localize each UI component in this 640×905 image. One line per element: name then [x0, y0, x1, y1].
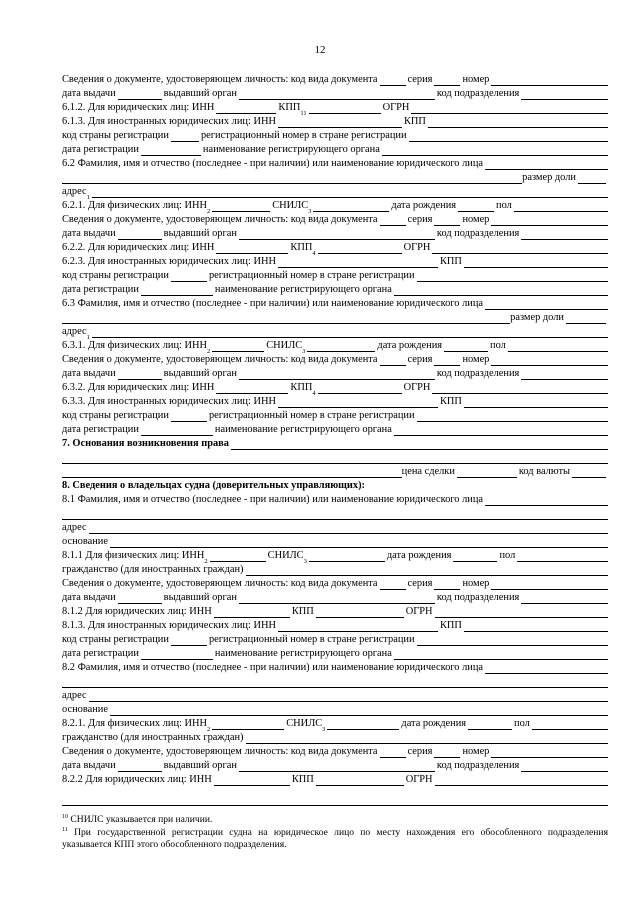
- line-text: КПП: [439, 256, 462, 267]
- field-blank[interactable]: [453, 551, 497, 562]
- field-blank[interactable]: [428, 117, 608, 128]
- field-blank[interactable]: [409, 131, 608, 142]
- line-text: выдавший орган: [163, 228, 237, 239]
- line-text: ОГРН: [403, 382, 431, 393]
- field-blank[interactable]: [521, 369, 608, 380]
- line-text: код страны регистрации: [62, 410, 169, 421]
- field-blank[interactable]: [508, 341, 608, 352]
- form-line: [62, 773, 608, 786]
- form-line: 8.2.1. Для физических лиц: ИНН 2 СНИЛС 3 дата рождения пол: [62, 717, 608, 730]
- line-text: код страны регистрации: [62, 634, 169, 645]
- line-text: КПП: [291, 774, 314, 785]
- form-line: [62, 465, 608, 478]
- line-text: 8.2.1. Для физических лиц: ИНН: [62, 718, 207, 729]
- line-text: КПП: [439, 396, 462, 407]
- section-7-line: [62, 437, 608, 450]
- line-text: Сведения о документе, удостоверяющем личность: код вида документа: [62, 354, 378, 365]
- form-line: [62, 745, 608, 758]
- line-text: 6.3.1. Для физических лиц: ИНН: [62, 340, 207, 351]
- line-text: КПП: [439, 620, 462, 631]
- field-blank[interactable]: [212, 341, 264, 352]
- form-line: [62, 395, 608, 408]
- footnote-number: 11: [62, 827, 68, 833]
- line-text: 8.1.2 Для юридических лиц: ИНН: [62, 606, 212, 617]
- field-blank[interactable]: [485, 299, 608, 310]
- form-line: [62, 87, 608, 100]
- line-text: код подразделения: [436, 88, 520, 99]
- line-text: дата рождения: [391, 200, 457, 211]
- field-blank[interactable]: [380, 579, 406, 590]
- section-heading: 8. Сведения о владельцах судна (доверительных управляющих):: [62, 480, 366, 491]
- line-text: серия: [407, 746, 433, 757]
- field-blank[interactable]: [214, 607, 290, 618]
- line-text: гражданство (для иностранных граждан): [62, 564, 244, 575]
- line-text: дата выдачи: [62, 228, 116, 239]
- field-blank[interactable]: [118, 593, 162, 604]
- field-blank[interactable]: [278, 621, 438, 632]
- field-blank[interactable]: [214, 775, 290, 786]
- footnote-text: При государственной регистрации судна на юридическое лицо по месту нахождения его обособленного подразделения указывается КПП этого обособленного подразделения.: [62, 827, 608, 850]
- line-text: серия: [407, 354, 433, 365]
- field-blank[interactable]: [327, 719, 399, 730]
- line-text: дата регистрации: [62, 144, 139, 155]
- form-line: [62, 423, 608, 436]
- form-line: [62, 507, 608, 520]
- section-8-line: [62, 479, 608, 492]
- form-line: [62, 619, 608, 632]
- field-blank[interactable]: [171, 131, 199, 142]
- field-blank[interactable]: [434, 747, 460, 758]
- field-blank[interactable]: [318, 243, 402, 254]
- form-line: [62, 675, 608, 688]
- form-line: адрес 1: [62, 185, 608, 198]
- line-text: пол: [490, 340, 506, 351]
- line-text: СНИЛС: [272, 200, 309, 211]
- line-text: серия: [407, 74, 433, 85]
- field-blank[interactable]: [432, 383, 608, 394]
- field-blank[interactable]: [118, 369, 162, 380]
- form-line: 6.1.2. Для юридических лиц: ИНН КПП 11 ОГРН: [62, 101, 608, 114]
- line-text: дата рождения: [386, 550, 452, 561]
- line-text: пол: [499, 550, 516, 561]
- field-blank[interactable]: [246, 565, 608, 576]
- field-blank[interactable]: [171, 271, 207, 282]
- line-text: 6.1.2. Для юридических лиц: ИНН: [62, 102, 215, 113]
- form-line: [62, 143, 608, 156]
- field-blank[interactable]: [212, 201, 270, 212]
- line-text: регистрационный номер в стране регистрации: [208, 410, 415, 421]
- form-line: [62, 521, 608, 534]
- form-line: 6.3.2. Для юридических лиц: ИНН КПП 4 ОГРН: [62, 381, 608, 394]
- form-line: [62, 269, 608, 282]
- field-blank[interactable]: [485, 159, 608, 170]
- field-blank[interactable]: [458, 201, 494, 212]
- field-blank[interactable]: [62, 313, 510, 324]
- line-text: код подразделения: [436, 228, 520, 239]
- field-blank[interactable]: [411, 103, 608, 114]
- line-text: наименование регистрирующего органа: [214, 424, 392, 435]
- form-line: 6.2.2. Для юридических лиц: ИНН КПП 4 ОГРН: [62, 241, 608, 254]
- field-blank[interactable]: [464, 621, 608, 632]
- field-blank[interactable]: [464, 397, 608, 408]
- form-line: [62, 73, 608, 86]
- field-blank[interactable]: [566, 313, 606, 324]
- line-text: КПП: [290, 382, 313, 393]
- field-blank[interactable]: [318, 383, 402, 394]
- field-blank[interactable]: [110, 537, 608, 548]
- field-blank[interactable]: [435, 607, 608, 618]
- line-text: дата рождения: [401, 718, 467, 729]
- line-text: дата выдачи: [62, 368, 116, 379]
- line-text: регистрационный номер в стране регистрации: [208, 270, 415, 281]
- field-blank[interactable]: [468, 719, 512, 730]
- form-line: [62, 451, 608, 464]
- line-text: 6.2.2. Для юридических лиц: ИНН: [62, 242, 215, 253]
- field-blank[interactable]: [171, 635, 207, 646]
- form-line: [62, 157, 608, 170]
- line-text: 6.3 Фамилия, имя и отчество (последнее - при наличии) или наименование юридического лица: [62, 298, 484, 309]
- field-blank[interactable]: [380, 75, 406, 86]
- field-blank[interactable]: [434, 579, 460, 590]
- field-blank[interactable]: [246, 733, 608, 744]
- field-blank[interactable]: [434, 355, 460, 366]
- line-text: адрес: [62, 690, 87, 701]
- field-blank[interactable]: [491, 579, 608, 590]
- form-line: адрес 1: [62, 325, 608, 338]
- field-blank[interactable]: [118, 761, 162, 772]
- line-text: цена сделки: [401, 466, 455, 477]
- field-blank[interactable]: [141, 649, 213, 660]
- line-text: номер: [462, 214, 490, 225]
- line-text: код страны регистрации: [62, 130, 169, 141]
- line-text: Сведения о документе, удостоверяющем личность: код вида документа: [62, 74, 378, 85]
- field-blank[interactable]: [514, 201, 608, 212]
- form-line: [62, 577, 608, 590]
- footnote-text: СНИЛС указывается при наличии.: [70, 814, 213, 825]
- field-blank[interactable]: [89, 523, 608, 534]
- line-text: серия: [407, 214, 433, 225]
- field-blank[interactable]: [380, 355, 406, 366]
- form-line: [62, 297, 608, 310]
- field-blank[interactable]: [532, 719, 608, 730]
- line-text: дата выдачи: [62, 760, 116, 771]
- field-blank[interactable]: [578, 173, 606, 184]
- line-text: СНИЛС: [286, 718, 323, 729]
- field-blank[interactable]: [521, 89, 608, 100]
- field-blank[interactable]: [278, 117, 402, 128]
- line-text: 6.1.3. Для иностранных юридических лиц: ИНН: [62, 116, 276, 127]
- line-text: код подразделения: [436, 760, 520, 771]
- field-blank[interactable]: [141, 425, 213, 436]
- line-text: 6.3.2. Для юридических лиц: ИНН: [62, 382, 215, 393]
- form-line: 6.3.1. Для физических лиц: ИНН 2 СНИЛС 3 дата рождения пол: [62, 339, 608, 352]
- line-text: ОГРН: [405, 606, 433, 617]
- line-text: ОГРН: [403, 242, 431, 253]
- field-blank[interactable]: [92, 327, 608, 338]
- line-text: регистрационный номер в стране регистрации: [208, 634, 415, 645]
- field-blank[interactable]: [434, 215, 460, 226]
- field-blank[interactable]: [278, 257, 438, 268]
- field-blank[interactable]: [380, 747, 406, 758]
- field-blank[interactable]: [110, 705, 608, 716]
- line-text: размер доли: [522, 172, 576, 183]
- line-text: наименование регистрирующего органа: [214, 284, 392, 295]
- field-blank[interactable]: [216, 103, 276, 114]
- form-line: [62, 283, 608, 296]
- line-text: выдавший орган: [163, 760, 237, 771]
- field-blank[interactable]: [216, 243, 288, 254]
- form-line: [62, 689, 608, 702]
- field-blank[interactable]: [394, 649, 608, 660]
- form-line: [62, 563, 608, 576]
- field-blank[interactable]: [521, 229, 608, 240]
- form-line: [62, 535, 608, 548]
- field-blank[interactable]: [485, 663, 608, 674]
- line-text: основание: [62, 536, 108, 547]
- field-blank[interactable]: [380, 215, 406, 226]
- field-blank[interactable]: [491, 355, 608, 366]
- field-blank[interactable]: [239, 761, 435, 772]
- form-line: [62, 703, 608, 716]
- form-line: [62, 129, 608, 142]
- line-text: код подразделения: [436, 592, 520, 603]
- field-blank[interactable]: [118, 89, 162, 100]
- line-text: основание: [62, 704, 108, 715]
- field-blank[interactable]: [491, 215, 608, 226]
- line-text: дата регистрации: [62, 648, 139, 659]
- field-blank[interactable]: [309, 103, 381, 114]
- line-text: КПП: [403, 116, 426, 127]
- line-text: 8.1.3. Для иностранных юридических лиц: ИНН: [62, 620, 276, 631]
- field-blank[interactable]: [491, 747, 608, 758]
- field-blank[interactable]: [394, 425, 608, 436]
- field-blank[interactable]: [572, 467, 606, 478]
- form-line: [62, 353, 608, 366]
- field-blank[interactable]: [307, 341, 375, 352]
- form-line: [62, 493, 608, 506]
- line-text: 6.3.3. Для иностранных юридических лиц: ИНН: [62, 396, 276, 407]
- line-text: 8.2 Фамилия, имя и отчество (последнее - при наличии) или наименование юридического лица: [62, 662, 484, 673]
- form-line: [62, 227, 608, 240]
- field-blank[interactable]: [62, 467, 402, 478]
- form-line: [62, 255, 608, 268]
- field-blank[interactable]: [432, 243, 608, 254]
- line-text: КПП: [291, 606, 314, 617]
- line-text: регистрационный номер в стране регистрации: [200, 130, 407, 141]
- line-text: выдавший орган: [163, 88, 237, 99]
- line-text: код страны регистрации: [62, 270, 169, 281]
- separator-rule: [62, 805, 608, 806]
- form-line: [62, 633, 608, 646]
- line-text: 6.2.3. Для иностранных юридических лиц: ИНН: [62, 256, 276, 267]
- field-blank[interactable]: [62, 453, 608, 464]
- form-line: [62, 115, 608, 128]
- form-line: [62, 409, 608, 422]
- field-blank[interactable]: [394, 285, 608, 296]
- field-blank[interactable]: [118, 229, 162, 240]
- field-blank[interactable]: [212, 719, 284, 730]
- field-blank[interactable]: [417, 271, 608, 282]
- footnote-10: [62, 814, 608, 826]
- field-blank[interactable]: [62, 173, 522, 184]
- line-text: код валюты: [518, 466, 570, 477]
- line-text: пол: [496, 200, 512, 211]
- form-line: [62, 647, 608, 660]
- form-line: [62, 591, 608, 604]
- line-text: серия: [407, 578, 433, 589]
- form-line: [62, 171, 608, 184]
- line-text: адрес: [62, 326, 87, 337]
- line-text: ОГРН: [405, 774, 433, 785]
- field-blank[interactable]: [444, 341, 488, 352]
- footnote-number: 10: [62, 814, 68, 820]
- line-text: Сведения о документе, удостоверяющем личность: код вида документа: [62, 578, 378, 589]
- field-blank[interactable]: [210, 551, 266, 562]
- field-blank[interactable]: [521, 761, 608, 772]
- form-line: [62, 367, 608, 380]
- line-text: 8.1 Фамилия, имя и отчество (последнее - при наличии) или наименование юридического лица: [62, 494, 484, 505]
- field-blank[interactable]: [313, 201, 389, 212]
- field-blank[interactable]: [417, 411, 608, 422]
- field-blank[interactable]: [278, 397, 438, 408]
- line-text: размер доли: [510, 312, 564, 323]
- field-blank[interactable]: [171, 411, 207, 422]
- field-blank[interactable]: [485, 495, 608, 506]
- line-text: пол: [514, 718, 530, 729]
- line-text: номер: [462, 354, 490, 365]
- line-text: номер: [462, 74, 490, 85]
- line-text: 8.1.1 Для физических лиц: ИНН: [62, 550, 205, 561]
- field-blank[interactable]: [521, 593, 608, 604]
- field-blank[interactable]: [231, 439, 608, 450]
- field-blank[interactable]: [62, 677, 608, 688]
- form-line: 6.2.1. Для физических лиц: ИНН 2 СНИЛС 3 дата рождения пол: [62, 199, 608, 212]
- form-line: 8.1.1 Для физических лиц: ИНН 2 СНИЛС 3 дата рождения пол: [62, 549, 608, 562]
- line-text: выдавший орган: [163, 592, 237, 603]
- field-blank[interactable]: [417, 635, 608, 646]
- field-blank[interactable]: [89, 691, 608, 702]
- field-blank[interactable]: [382, 145, 608, 156]
- form-line: [62, 661, 608, 674]
- field-blank[interactable]: [62, 509, 608, 520]
- field-blank[interactable]: [239, 593, 435, 604]
- line-text: СНИЛС: [266, 340, 303, 351]
- line-text: дата рождения: [377, 340, 443, 351]
- line-text: номер: [462, 746, 490, 757]
- line-text: КПП: [278, 102, 301, 113]
- line-text: ОГРН: [382, 102, 410, 113]
- line-text: КПП: [290, 242, 313, 253]
- field-blank[interactable]: [141, 145, 201, 156]
- line-text: номер: [462, 578, 490, 589]
- page-number: 12: [314, 44, 326, 56]
- field-blank[interactable]: [434, 75, 460, 86]
- field-blank[interactable]: [517, 551, 608, 562]
- field-blank[interactable]: [491, 75, 608, 86]
- line-text: 6.2.1. Для физических лиц: ИНН: [62, 200, 207, 211]
- line-text: код подразделения: [436, 368, 520, 379]
- field-blank[interactable]: [457, 467, 517, 478]
- form-line: [62, 759, 608, 772]
- field-blank[interactable]: [464, 257, 608, 268]
- form-line: [62, 213, 608, 226]
- footnote-11: [62, 827, 608, 851]
- field-blank[interactable]: [216, 383, 288, 394]
- line-text: 8.2.2 Для юридических лиц: ИНН: [62, 774, 212, 785]
- field-blank[interactable]: [239, 229, 435, 240]
- line-text: дата регистрации: [62, 424, 139, 435]
- line-text: Сведения о документе, удостоверяющем личность: код вида документа: [62, 746, 378, 757]
- line-text: 6.2 Фамилия, имя и отчество (последнее - при наличии) или наименование юридического лица: [62, 158, 484, 169]
- line-text: адрес: [62, 522, 87, 533]
- field-blank[interactable]: [239, 369, 435, 380]
- line-text: наименование регистрирующего органа: [214, 648, 392, 659]
- section-heading: 7. Основания возникновения права: [62, 438, 229, 449]
- field-blank[interactable]: [435, 775, 608, 786]
- line-text: дата выдачи: [62, 88, 116, 99]
- line-text: дата выдачи: [62, 592, 116, 603]
- form-line: [62, 605, 608, 618]
- field-blank[interactable]: [92, 187, 608, 198]
- line-text: дата регистрации: [62, 284, 139, 295]
- field-blank[interactable]: [239, 89, 435, 100]
- field-blank[interactable]: [309, 551, 385, 562]
- line-text: Сведения о документе, удостоверяющем личность: код вида документа: [62, 214, 378, 225]
- form-line: [62, 311, 608, 324]
- line-text: гражданство (для иностранных граждан): [62, 732, 244, 743]
- line-text: адрес: [62, 186, 87, 197]
- line-text: наименование регистрирующего органа: [202, 144, 380, 155]
- line-text: выдавший орган: [163, 368, 237, 379]
- field-blank[interactable]: [141, 285, 213, 296]
- line-text: СНИЛС: [267, 550, 304, 561]
- field-blank[interactable]: [316, 607, 404, 618]
- form-line: [62, 731, 608, 744]
- field-blank[interactable]: [316, 775, 404, 786]
